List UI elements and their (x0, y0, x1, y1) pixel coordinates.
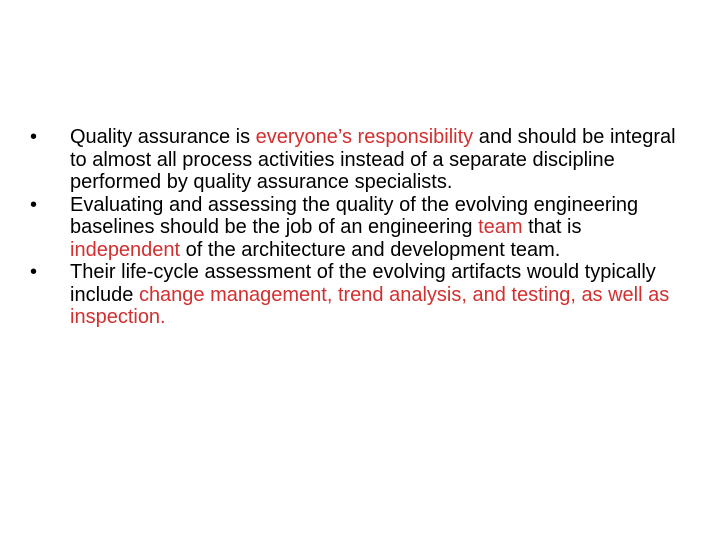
bullet-text (70, 126, 676, 193)
highlighted-phrase: independent (70, 238, 181, 261)
bullet-text-segment: and should be integral to almost all process activities instead of a separate discipline performed by quality assurance specialists. (70, 126, 676, 193)
bullet-text-segment: Quality assurance is (70, 126, 256, 148)
bullet-item-2 (30, 194, 690, 262)
bullet-dot-icon: • (30, 261, 38, 283)
bullet-text-segment: Their life-cycle assessment of the evolving artifacts would typically include (70, 261, 656, 306)
bullet-text-segment: that is (522, 216, 582, 238)
bullet-text (70, 194, 638, 261)
bullet-list (30, 126, 690, 329)
bullet-text-segment: Evaluating and assessing the quality of the evolving engineering baselines should be the job of an engineering (70, 193, 639, 238)
bullet-dot-icon: • (30, 193, 38, 216)
bullet-item-1 (30, 126, 690, 194)
highlighted-phrase: everyone’s responsibility (255, 126, 474, 148)
highlighted-phrase: change management, trend analysis, and testing, as well as inspection. (70, 283, 670, 328)
bullet-dot-icon: • (30, 126, 38, 148)
highlighted-phrase: team (478, 216, 523, 238)
bullet-item-3 (30, 261, 690, 329)
bullet-text-segment: of the architecture and development team. (180, 238, 561, 261)
bullet-text (70, 261, 669, 328)
